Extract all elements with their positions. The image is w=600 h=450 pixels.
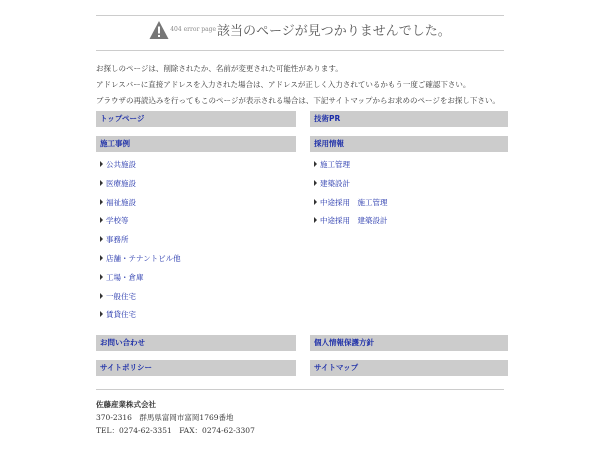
sitemap-top-page-link[interactable]: トップページ <box>96 111 296 127</box>
works-link[interactable]: 賃貸住宅 <box>106 310 136 320</box>
list-item <box>314 212 388 231</box>
works-link[interactable]: 福祉施設 <box>106 197 136 207</box>
sitemap-site-policy-link[interactable]: サイトポリシー <box>96 360 296 376</box>
works-link[interactable]: 一般住宅 <box>106 291 136 301</box>
company-phone: TEL：0274-62-3351 FAX：0274-62-3307 <box>96 426 255 435</box>
recruit-link[interactable]: 中途採用 施工管理 <box>320 197 388 207</box>
sitemap-recruit-heading[interactable]: 採用情報 <box>310 136 508 152</box>
header-divider <box>96 50 504 51</box>
company-address: 370-2316 群馬県富岡市富岡1769番地 <box>96 413 234 422</box>
list-item <box>100 212 181 231</box>
message-line: お探しのページは、削除されたか、名前が変更された可能性があります。 <box>96 64 343 73</box>
message-line: アドレスバーに直接アドレスを入力された場合は、アドレスが正しく入力されているかもう一度ご確認下さい。 <box>96 80 471 89</box>
works-link[interactable]: 事務所 <box>106 235 129 245</box>
arrow-right-icon <box>100 161 103 167</box>
error-tag: 404 error page <box>170 26 217 33</box>
works-link[interactable]: 医療施設 <box>106 178 136 188</box>
works-link[interactable]: 店舗・テナントビル他 <box>106 253 181 263</box>
footer-divider <box>96 389 504 390</box>
arrow-right-icon <box>100 311 103 317</box>
message-line: ブラウザの再読込みを行ってもこのページが表示される場合は、下記サイトマップからお求めのページをお探し下さい。 <box>96 96 500 105</box>
recruit-link[interactable]: 中途採用 建築設計 <box>320 216 388 226</box>
list-item <box>100 288 181 307</box>
company-name: 佐藤産業株式会社 <box>96 400 156 409</box>
sitemap-site-map-link[interactable]: サイトマップ <box>310 360 508 376</box>
footer <box>96 398 255 437</box>
list-item <box>100 250 181 269</box>
list-item <box>314 175 388 194</box>
sitemap-works-heading[interactable]: 施工事例 <box>96 136 296 152</box>
sitemap-tech-pr-link[interactable]: 技術PR <box>310 111 508 127</box>
arrow-right-icon <box>314 180 317 186</box>
sitemap-contact-link[interactable]: お問い合わせ <box>96 335 296 351</box>
page-title: 該当のページが見つかりませんでした。 <box>217 24 451 39</box>
list-item <box>100 306 181 325</box>
recruit-list <box>314 156 388 231</box>
works-link[interactable]: 工場・倉庫 <box>106 272 144 282</box>
works-list <box>100 156 181 325</box>
header-line <box>96 19 504 45</box>
sitemap-privacy-link[interactable]: 個人情報保護方針 <box>310 335 508 351</box>
arrow-right-icon <box>100 255 103 261</box>
arrow-right-icon <box>314 161 317 167</box>
recruit-link[interactable]: 施工管理 <box>320 160 350 169</box>
works-link[interactable]: 学校等 <box>106 216 129 226</box>
arrow-right-icon <box>314 217 317 223</box>
works-link[interactable]: 公共施設 <box>106 160 136 169</box>
list-item <box>100 175 181 194</box>
arrow-right-icon <box>100 236 103 242</box>
arrow-right-icon <box>100 293 103 299</box>
list-item <box>100 194 181 213</box>
list-item <box>314 156 388 175</box>
arrow-right-icon <box>100 180 103 186</box>
list-item <box>100 156 181 175</box>
recruit-link[interactable]: 建築設計 <box>320 178 350 188</box>
arrow-right-icon <box>100 217 103 223</box>
list-item <box>314 194 388 213</box>
arrow-right-icon <box>314 199 317 205</box>
list-item <box>100 269 181 288</box>
list-item <box>100 231 181 250</box>
top-divider <box>96 15 504 16</box>
arrow-right-icon <box>100 274 103 280</box>
arrow-right-icon <box>100 199 103 205</box>
warning-triangle-icon <box>149 20 169 40</box>
error-message <box>96 61 516 109</box>
